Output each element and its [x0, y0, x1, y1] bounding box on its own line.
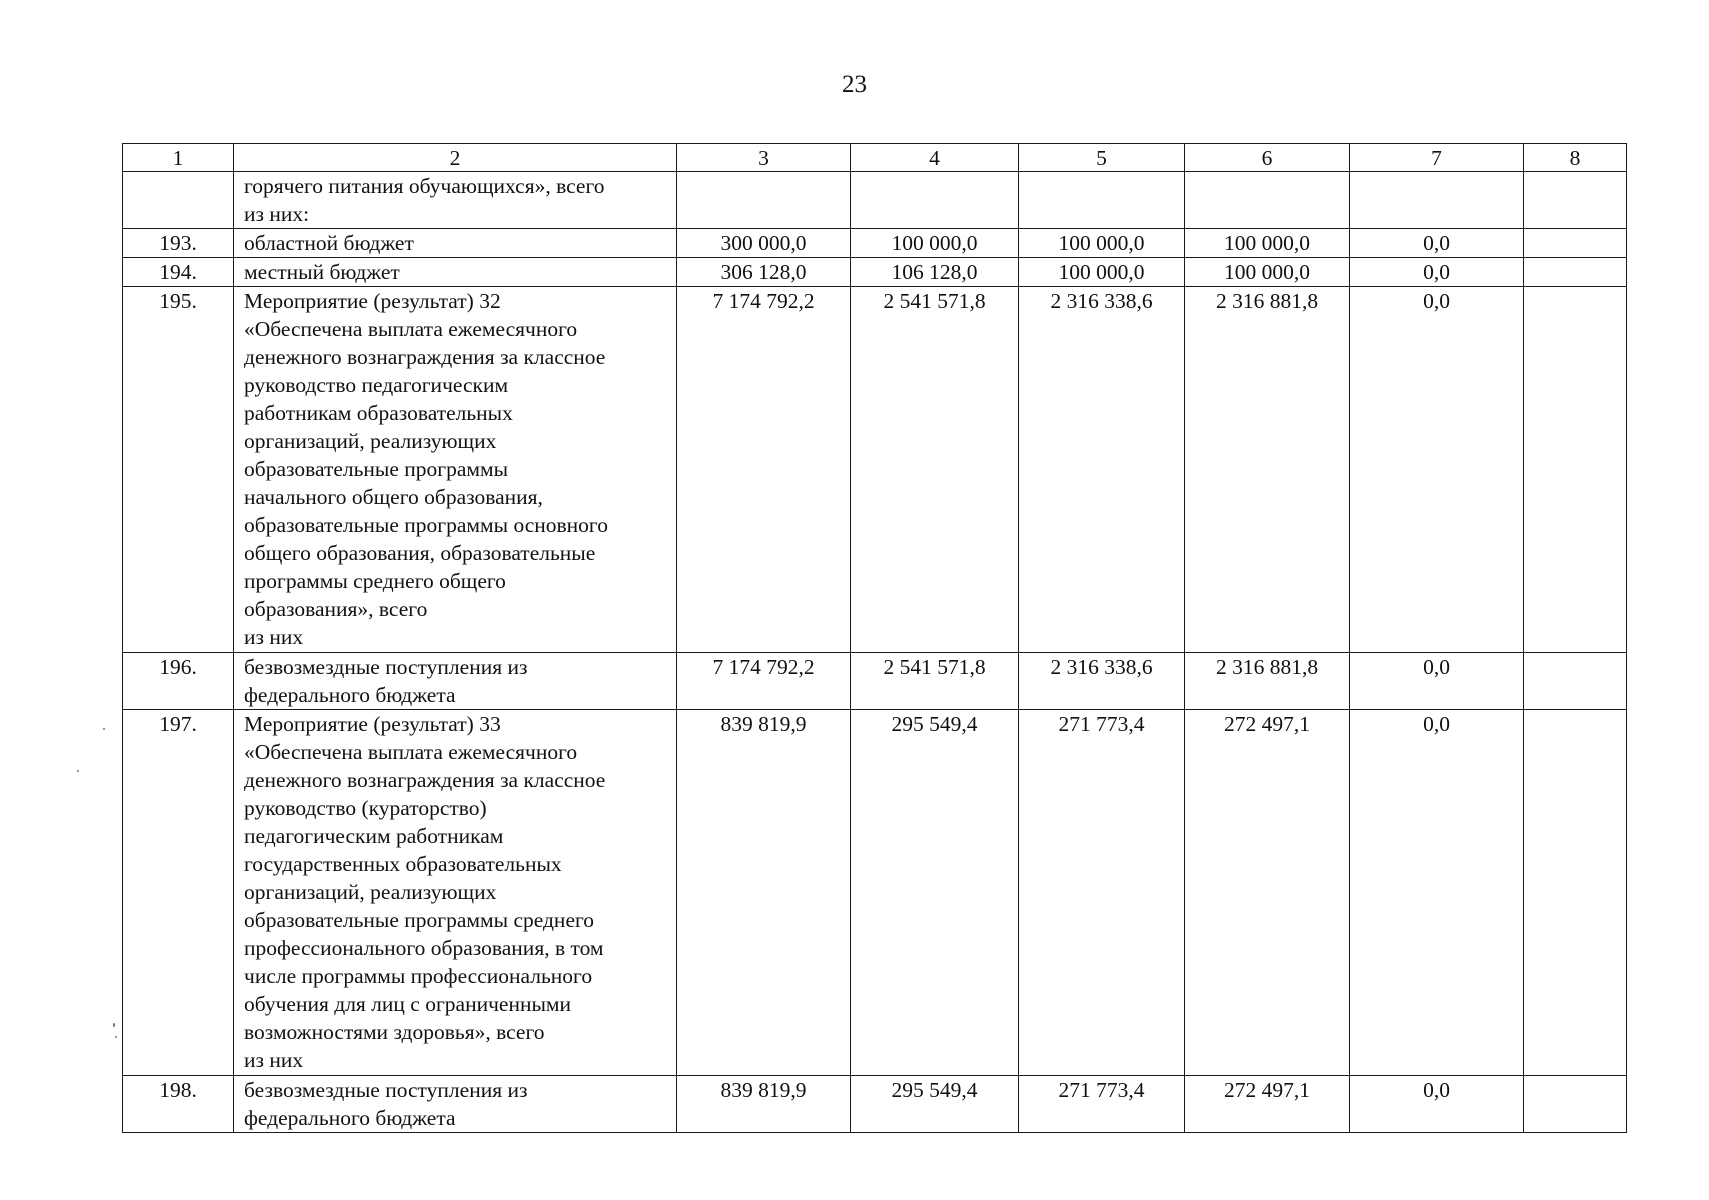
amount-cell-col6: 100 000,0 [1185, 229, 1350, 258]
description-line: обучения для лиц с ограниченными [244, 992, 572, 1016]
amount-cell-col8 [1524, 1076, 1627, 1133]
table-body [123, 144, 1627, 1133]
description-line: общего образования, образовательные [244, 541, 596, 565]
amount-cell-col5: 2 316 338,6 [1019, 653, 1185, 710]
amount-cell-col5: 2 316 338,6 [1019, 287, 1185, 653]
description-line: Мероприятие (результат) 32 [244, 289, 501, 313]
description-line: местный бюджет [244, 260, 400, 284]
amount-cell-col7: 0,0 [1350, 287, 1524, 653]
row-description [234, 287, 677, 653]
column-number-row [123, 144, 1627, 172]
row-number: 193. [123, 229, 234, 258]
description-line: образовательные программы [244, 457, 509, 481]
row-description [234, 229, 677, 258]
description-line: образовательные программы среднего [244, 908, 595, 932]
row-number: 197. [123, 710, 234, 1076]
description-line: областной бюджет [244, 231, 414, 255]
description-line: «Обеспечена выплата ежемесячного [244, 740, 578, 764]
amount-cell-col7: 0,0 [1350, 258, 1524, 287]
row-number: 194. [123, 258, 234, 287]
description-line: безвозмездные поступления из [244, 1078, 528, 1102]
amount-cell-col4: 2 541 571,8 [851, 287, 1019, 653]
column-number: 1 [123, 144, 234, 172]
amount-cell-col8 [1524, 258, 1627, 287]
amount-cell-col4: 295 549,4 [851, 1076, 1019, 1133]
column-number: 5 [1019, 144, 1185, 172]
page-number: 23 [842, 71, 867, 98]
amount-cell-col4: 100 000,0 [851, 229, 1019, 258]
scan-speck [115, 1036, 117, 1038]
table-row [123, 258, 1627, 287]
amount-cell-col7: 0,0 [1350, 1076, 1524, 1133]
row-number [123, 172, 234, 229]
description-line: образовательные программы основного [244, 513, 608, 537]
amount-cell-col8 [1524, 710, 1627, 1076]
amount-cell-col8 [1524, 653, 1627, 710]
description-line: федерального бюджета [244, 683, 456, 707]
scan-speck [77, 770, 79, 772]
amount-cell-col4 [851, 172, 1019, 229]
amount-cell-col7: 0,0 [1350, 710, 1524, 1076]
amount-cell-col7: 0,0 [1350, 229, 1524, 258]
table-row [123, 710, 1627, 1076]
description-line: начального общего образования, [244, 485, 543, 509]
amount-cell-col8 [1524, 229, 1627, 258]
table-row [123, 287, 1627, 653]
description-line: федерального бюджета [244, 1106, 456, 1130]
description-line: государственных образовательных [244, 852, 562, 876]
description-line: денежного вознаграждения за классное [244, 768, 606, 792]
amount-cell-col5: 271 773,4 [1019, 1076, 1185, 1133]
amount-cell-col4: 295 549,4 [851, 710, 1019, 1076]
row-number: 198. [123, 1076, 234, 1133]
row-description [234, 258, 677, 287]
amount-cell-col3 [677, 172, 851, 229]
row-number: 196. [123, 653, 234, 710]
description-line: профессионального образования, в том [244, 936, 604, 960]
description-line: «Обеспечена выплата ежемесячного [244, 317, 578, 341]
description-line: организаций, реализующих [244, 429, 497, 453]
table-row [123, 229, 1627, 258]
amount-cell-col6: 272 497,1 [1185, 710, 1350, 1076]
amount-cell-col5: 271 773,4 [1019, 710, 1185, 1076]
description-line: Мероприятие (результат) 33 [244, 712, 501, 736]
row-description [234, 1076, 677, 1133]
amount-cell-col3: 7 174 792,2 [677, 653, 851, 710]
description-line: работникам образовательных [244, 401, 513, 425]
row-description [234, 710, 677, 1076]
row-number: 195. [123, 287, 234, 653]
amount-cell-col8 [1524, 172, 1627, 229]
description-line: педагогическим работникам [244, 824, 504, 848]
description-line: безвозмездные поступления из [244, 655, 528, 679]
scan-speck [103, 728, 105, 730]
column-number: 6 [1185, 144, 1350, 172]
table-row [123, 172, 1627, 229]
description-line: горячего питания обучающихся», всего [244, 174, 605, 198]
description-line: из них [244, 1048, 304, 1072]
description-line: руководство (кураторство) [244, 796, 487, 820]
column-number: 2 [234, 144, 677, 172]
amount-cell-col3: 7 174 792,2 [677, 287, 851, 653]
amount-cell-col7: 0,0 [1350, 653, 1524, 710]
amount-cell-col3: 839 819,9 [677, 710, 851, 1076]
description-line: образования», всего [244, 597, 428, 621]
description-line: программы среднего общего [244, 569, 506, 593]
amount-cell-col4: 2 541 571,8 [851, 653, 1019, 710]
row-description [234, 172, 677, 229]
amount-cell-col7 [1350, 172, 1524, 229]
description-line: возможностями здоровья», всего [244, 1020, 545, 1044]
table-row [123, 1076, 1627, 1133]
amount-cell-col6: 2 316 881,8 [1185, 653, 1350, 710]
description-line: организаций, реализующих [244, 880, 497, 904]
description-line: из них [244, 625, 304, 649]
amount-cell-col5: 100 000,0 [1019, 229, 1185, 258]
amount-cell-col6: 272 497,1 [1185, 1076, 1350, 1133]
amount-cell-col4: 106 128,0 [851, 258, 1019, 287]
amount-cell-col6: 100 000,0 [1185, 258, 1350, 287]
amount-cell-col5: 100 000,0 [1019, 258, 1185, 287]
amount-cell-col8 [1524, 287, 1627, 653]
description-line: из них: [244, 202, 310, 226]
budget-table [122, 143, 1627, 1133]
description-line: числе программы профессионального [244, 964, 593, 988]
amount-cell-col3: 839 819,9 [677, 1076, 851, 1133]
amount-cell-col3: 300 000,0 [677, 229, 851, 258]
column-number: 8 [1524, 144, 1627, 172]
column-number: 7 [1350, 144, 1524, 172]
table-row [123, 653, 1627, 710]
scan-speck [113, 1023, 115, 1027]
amount-cell-col6: 2 316 881,8 [1185, 287, 1350, 653]
amount-cell-col6 [1185, 172, 1350, 229]
row-description [234, 653, 677, 710]
amount-cell-col5 [1019, 172, 1185, 229]
description-line: руководство педагогическим [244, 373, 509, 397]
column-number: 3 [677, 144, 851, 172]
column-number: 4 [851, 144, 1019, 172]
description-line: денежного вознаграждения за классное [244, 345, 606, 369]
amount-cell-col3: 306 128,0 [677, 258, 851, 287]
